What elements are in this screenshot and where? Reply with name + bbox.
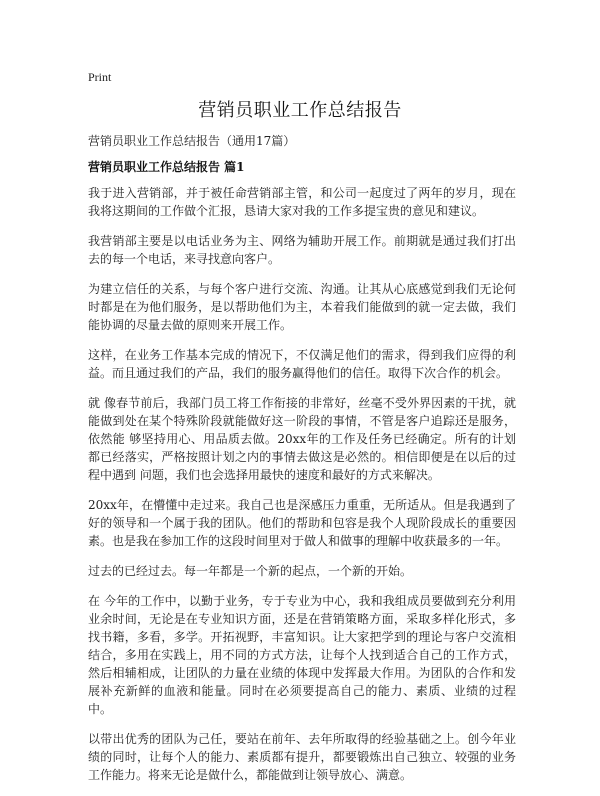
document-body (88, 184, 516, 796)
paragraph: 以带出优秀的团队为己任，要站在前年、去年所取得的经验基础之上。创今年业绩的同时，让每个人的能力、素质都有提升，都要锻炼出自己独立、较强的业务工作能力。将来无论是做什么，都能做到让领导放心、满意。 (88, 732, 516, 782)
paragraph: 我于进入营销部，并于被任命营销部主管，和公司一起度过了两年的岁月，现在我将这期间的工作做个汇报，恳请大家对我的工作多提宝贵的意见和建议。 (88, 186, 516, 218)
paragraph: 20xx年，在懵懂中走过来。我自己也是深感压力重重，无所适从。但是我遇到了好的领导和一个属于我的团队。他们的帮助和包容是我个人现阶段成长的重要因素。也是我在参加工作的这段时间里对于做人和做事的理解中收获最多的一年。 (88, 498, 516, 548)
paragraph: 在 今年的工作中，以勤于业务，专于专业为中心，我和我组成员要做到充分利用业余时间，无论是在专业知识方面，还是在营销策略方面，采取多样化形式，多找书籍，多看，多学。开拓视野，丰富知识。让大家把学到的理论与客户交流相结合，多用在实践上，用不同的方式方法，让每个人找到适合自己的工作方式，然后相辅相成，让团队的力量在业绩的体现中发挥最大作用。为团队的合作和发展补充新鲜的血液和能量。同时在必须要提高自己的能力、素质、业绩的过程中。 (88, 594, 516, 716)
paragraph: 我营销部主要是以电话业务为主、网络为辅助开展工作。前期就是通过我们打出去的每一个电话，来寻找意向客户。 (88, 234, 516, 266)
page-title: 营销员职业工作总结报告 (198, 100, 402, 121)
section-heading: 营销员职业工作总结报告 篇1 (88, 160, 245, 174)
paragraph: 就 像春节前后，我部门员工将工作衔接的非常好，丝毫不受外界因素的干扰，就能做到处在某个特殊阶段就能做好这一阶段的事情，不管是客户追踪还是服务，依然能 够坚持用心、用品质去做。20xx年的工作及任务已经确定。所有的计划都已经落实，严格按照计划之内的事情去做这是必然的。相信即便是在以后的过程中遇到 问题，我们也会选择用最快的速度和最好的方式来解决。 (88, 396, 516, 482)
paragraph: 为建立信任的关系，与每个客户进行交流、沟通。让其从心底感觉到我们无论何时都是在为他们服务，是以帮助他们为主，本着我们能做到的就一定去做，我们能协调的尽量去做的原则来开展工作。 (88, 282, 516, 332)
document-subtitle: 营销员职业工作总结报告（通用17篇） (88, 134, 296, 148)
print-label: Print (88, 70, 112, 84)
paragraph: 这样，在业务工作基本完成的情况下，不仅满足他们的需求，得到我们应得的利益。而且通过我们的产品，我们的服务赢得他们的信任。取得下次合作的机会。 (88, 348, 516, 380)
paragraph: 过去的已经过去。每一年都是一个新的起点，一个新的开始。 (88, 564, 413, 578)
